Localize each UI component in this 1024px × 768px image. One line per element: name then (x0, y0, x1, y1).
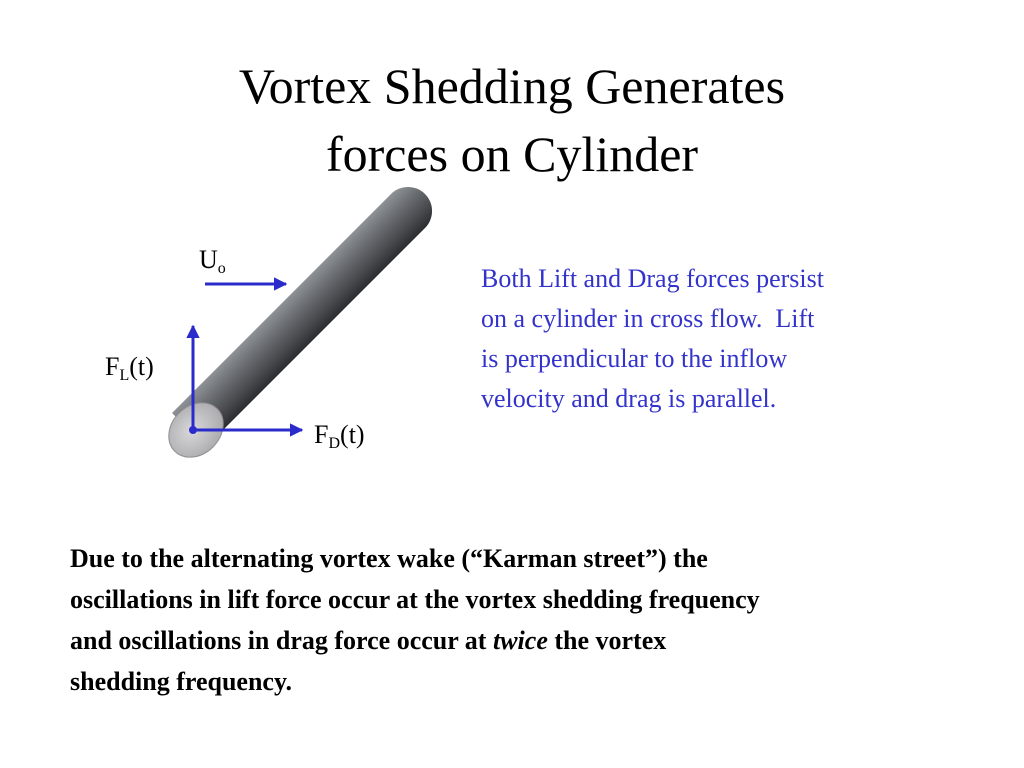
frequency-note-line-3-start: and oscillations in drag force occur at (70, 626, 493, 655)
lift-force-label (105, 352, 154, 382)
force-description-line-1: Both Lift and Drag forces persist (481, 264, 824, 293)
lift-force-label-subscript: L (119, 367, 130, 384)
slide-title-line-1: Vortex Shedding Generates (238, 58, 786, 114)
lift-force-label-symbol: F (105, 352, 120, 381)
frequency-note-line-1: Due to the alternating vortex wake (“Karman street”) the (70, 544, 708, 573)
force-description (481, 259, 951, 419)
frequency-note-emphasis: twice (492, 626, 548, 655)
frequency-note-line-2: oscillations in lift force occur at the vortex shedding frequency (70, 585, 760, 614)
frequency-note-line-3 (70, 620, 990, 661)
velocity-label (199, 245, 226, 275)
velocity-label-subscript: o (217, 260, 226, 277)
force-description-line-4: velocity and drag is parallel. (481, 384, 777, 413)
drag-force-label-symbol: F (314, 420, 329, 449)
frequency-note (70, 538, 990, 702)
drag-force-label-subscript: D (328, 435, 341, 452)
velocity-label-symbol: U (199, 245, 218, 274)
frequency-note-line-4: shedding frequency. (70, 667, 293, 696)
force-description-line-3: is perpendicular to the inflow (481, 344, 788, 373)
drag-force-label-suffix: (t) (340, 420, 365, 449)
frequency-note-line-3-end: the vortex (547, 626, 667, 655)
lift-force-label-suffix: (t) (129, 352, 154, 381)
force-origin-point (189, 426, 197, 434)
drag-force-label (314, 420, 365, 450)
slide-title-line-2: forces on Cylinder (325, 126, 699, 182)
force-description-line-2: on a cylinder in cross flow. Lift (481, 304, 815, 333)
